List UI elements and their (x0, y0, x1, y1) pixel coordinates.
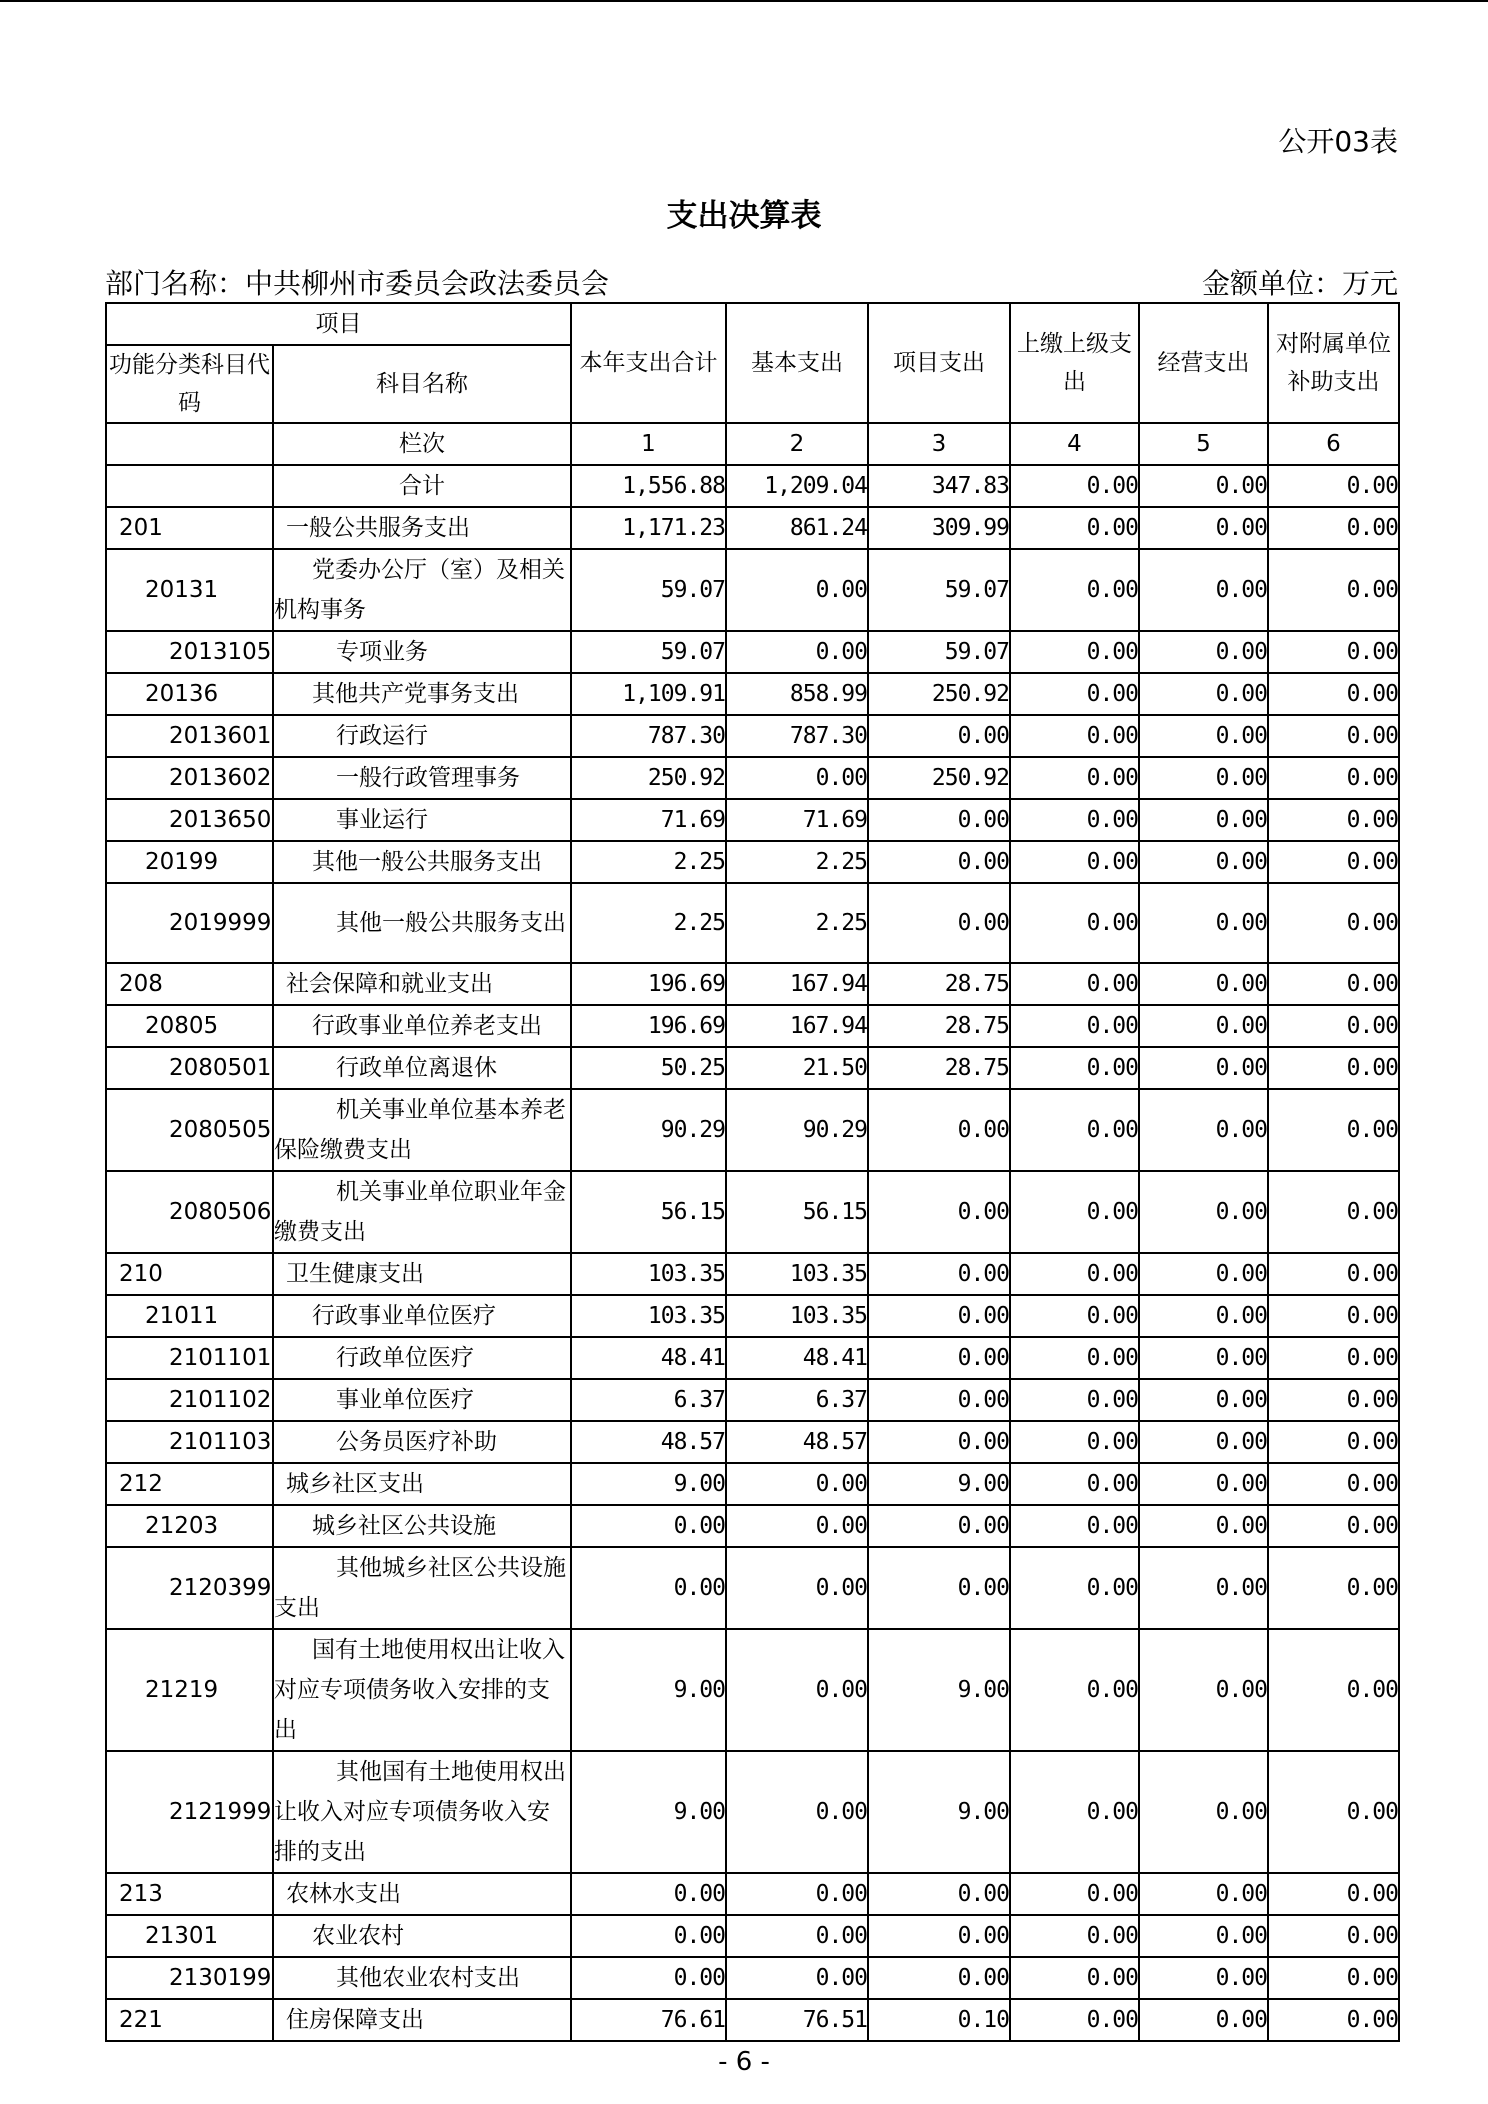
row-value: 0.00 (726, 1751, 868, 1873)
row-value: 1,556.88 (571, 465, 726, 507)
row-value: 0.00 (1139, 1999, 1268, 2041)
table-row (106, 963, 1399, 1005)
row-value: 0.00 (1010, 673, 1139, 715)
row-value: 48.41 (726, 1337, 868, 1379)
row-value: 48.57 (726, 1421, 868, 1463)
column-index-label: 栏次 (273, 423, 571, 465)
row-value: 103.35 (726, 1295, 868, 1337)
row-value: 0.00 (1268, 507, 1399, 549)
row-value: 48.41 (571, 1337, 726, 1379)
table-row (106, 1463, 1399, 1505)
row-value: 0.00 (571, 1505, 726, 1547)
row-value: 0.00 (1268, 1547, 1399, 1629)
row-value: 0.00 (1268, 841, 1399, 883)
row-value: 0.00 (1010, 1999, 1139, 2041)
row-value: 0.00 (1010, 549, 1139, 631)
table-row (106, 1547, 1399, 1629)
row-value: 28.75 (868, 1047, 1010, 1089)
row-value: 0.00 (1010, 799, 1139, 841)
table-row (106, 799, 1399, 841)
row-value: 76.51 (726, 1999, 868, 2041)
row-name: 行政运行 (273, 715, 571, 757)
row-value: 861.24 (726, 507, 868, 549)
row-value: 0.00 (1139, 1295, 1268, 1337)
table-row (106, 1253, 1399, 1295)
row-value: 0.10 (868, 1999, 1010, 2041)
row-value: 0.00 (726, 757, 868, 799)
row-code: 2013105 (106, 631, 273, 673)
row-value: 2.25 (571, 841, 726, 883)
row-code: 2013650 (106, 799, 273, 841)
table-row (106, 1999, 1399, 2041)
row-value: 196.69 (571, 1005, 726, 1047)
row-value: 0.00 (1139, 1089, 1268, 1171)
row-value: 2.25 (571, 883, 726, 963)
row-value: 0.00 (571, 1873, 726, 1915)
row-code: 2130199 (106, 1957, 273, 1999)
header-code: 功能分类科目代码 (106, 345, 273, 423)
row-name: 国有土地使用权出让收入对应专项债务收入安排的支出 (273, 1629, 571, 1751)
row-value: 0.00 (1010, 1253, 1139, 1295)
table-row (106, 1089, 1399, 1171)
row-value: 0.00 (726, 631, 868, 673)
row-name: 行政单位医疗 (273, 1337, 571, 1379)
row-value: 0.00 (1010, 1547, 1139, 1629)
table-row (106, 715, 1399, 757)
table-row (106, 757, 1399, 799)
header-item: 项目 (106, 303, 571, 345)
row-value: 6.37 (726, 1379, 868, 1421)
table-row (106, 1505, 1399, 1547)
row-value: 0.00 (1139, 799, 1268, 841)
row-value: 0.00 (1139, 549, 1268, 631)
row-value: 0.00 (1010, 1751, 1139, 1873)
row-value: 0.00 (1268, 631, 1399, 673)
row-code: 2013602 (106, 757, 273, 799)
row-value: 0.00 (1010, 1089, 1139, 1171)
row-value: 1,171.23 (571, 507, 726, 549)
row-name: 党委办公厅（室）及相关机构事务 (273, 549, 571, 631)
table-row (106, 549, 1399, 631)
row-value: 0.00 (1010, 883, 1139, 963)
column-index: 3 (868, 423, 1010, 465)
row-code: 2013601 (106, 715, 273, 757)
row-value: 28.75 (868, 963, 1010, 1005)
row-value: 103.35 (571, 1295, 726, 1337)
row-value: 0.00 (868, 1171, 1010, 1253)
column-index: 2 (726, 423, 868, 465)
table-row (106, 1047, 1399, 1089)
header-name: 科目名称 (273, 345, 571, 423)
row-value: 0.00 (1268, 1463, 1399, 1505)
row-value: 0.00 (1268, 549, 1399, 631)
row-value: 0.00 (726, 1915, 868, 1957)
header-subsidy: 对附属单位补助支出 (1268, 303, 1399, 423)
table-row (106, 1171, 1399, 1253)
row-value: 0.00 (1010, 1005, 1139, 1047)
row-value: 0.00 (868, 799, 1010, 841)
row-value: 0.00 (1139, 1873, 1268, 1915)
row-value: 2.25 (726, 841, 868, 883)
row-name: 机关事业单位基本养老保险缴费支出 (273, 1089, 571, 1171)
row-value: 90.29 (726, 1089, 868, 1171)
row-value: 0.00 (1139, 507, 1268, 549)
row-value: 0.00 (1010, 465, 1139, 507)
row-value: 309.99 (868, 507, 1010, 549)
row-value: 0.00 (1139, 1379, 1268, 1421)
row-value: 0.00 (1010, 1629, 1139, 1751)
row-value: 0.00 (1268, 799, 1399, 841)
row-value: 0.00 (868, 1337, 1010, 1379)
row-value: 71.69 (726, 799, 868, 841)
row-value: 0.00 (1268, 1999, 1399, 2041)
row-value: 56.15 (726, 1171, 868, 1253)
row-value: 56.15 (571, 1171, 726, 1253)
row-value: 0.00 (1139, 1005, 1268, 1047)
row-code: 2080506 (106, 1171, 273, 1253)
row-value: 0.00 (1268, 715, 1399, 757)
row-value: 0.00 (1139, 1629, 1268, 1751)
row-value: 0.00 (1010, 1915, 1139, 1957)
row-value: 858.99 (726, 673, 868, 715)
row-value: 0.00 (1139, 1751, 1268, 1873)
row-value: 0.00 (868, 1915, 1010, 1957)
row-name: 行政事业单位医疗 (273, 1295, 571, 1337)
column-index: 5 (1139, 423, 1268, 465)
row-value: 787.30 (571, 715, 726, 757)
row-value: 0.00 (1139, 1463, 1268, 1505)
row-value: 48.57 (571, 1421, 726, 1463)
header-basic: 基本支出 (726, 303, 868, 423)
row-value: 9.00 (571, 1629, 726, 1751)
row-name: 社会保障和就业支出 (273, 963, 571, 1005)
row-value: 6.37 (571, 1379, 726, 1421)
table-row (106, 1629, 1399, 1751)
row-value: 787.30 (726, 715, 868, 757)
row-name: 其他一般公共服务支出 (273, 841, 571, 883)
row-value: 0.00 (868, 1547, 1010, 1629)
row-code: 2019999 (106, 883, 273, 963)
header-project: 项目支出 (868, 303, 1010, 423)
row-value: 0.00 (1139, 1957, 1268, 1999)
row-value: 0.00 (571, 1915, 726, 1957)
row-value: 250.92 (571, 757, 726, 799)
row-code: 2101101 (106, 1337, 273, 1379)
row-value: 0.00 (1268, 1089, 1399, 1171)
table-row (106, 1873, 1399, 1915)
row-value: 9.00 (868, 1751, 1010, 1873)
table-row (106, 1915, 1399, 1957)
row-value: 0.00 (1010, 1295, 1139, 1337)
row-code: 2080505 (106, 1089, 273, 1171)
row-value: 0.00 (571, 1547, 726, 1629)
row-name: 其他共产党事务支出 (273, 673, 571, 715)
row-value: 0.00 (1139, 1337, 1268, 1379)
table-row (106, 631, 1399, 673)
header-business: 经营支出 (1139, 303, 1268, 423)
top-border-line (0, 0, 1488, 2)
row-value: 0.00 (1268, 1379, 1399, 1421)
row-code: 201 (106, 507, 273, 549)
row-value: 0.00 (1268, 1873, 1399, 1915)
row-value: 0.00 (726, 549, 868, 631)
page-title: 支出决算表 (666, 198, 822, 234)
row-value: 0.00 (1139, 1253, 1268, 1295)
row-code: 2120399 (106, 1547, 273, 1629)
row-code: 21219 (106, 1629, 273, 1751)
row-code: 208 (106, 963, 273, 1005)
column-index: 6 (1268, 423, 1399, 465)
row-code: 212 (106, 1463, 273, 1505)
row-value: 0.00 (1268, 963, 1399, 1005)
row-value: 0.00 (1268, 1005, 1399, 1047)
row-value: 59.07 (571, 631, 726, 673)
table-row (106, 465, 1399, 507)
row-value: 0.00 (1139, 465, 1268, 507)
row-value: 0.00 (1139, 1915, 1268, 1957)
row-value: 0.00 (1268, 1629, 1399, 1751)
row-value: 0.00 (726, 1463, 868, 1505)
row-value: 103.35 (726, 1253, 868, 1295)
row-value: 59.07 (868, 631, 1010, 673)
row-value: 0.00 (1139, 883, 1268, 963)
row-value: 0.00 (1268, 1751, 1399, 1873)
row-value: 0.00 (868, 841, 1010, 883)
row-value: 250.92 (868, 757, 1010, 799)
row-value: 250.92 (868, 673, 1010, 715)
row-value: 0.00 (868, 1253, 1010, 1295)
row-value: 0.00 (1268, 1171, 1399, 1253)
row-value: 167.94 (726, 1005, 868, 1047)
row-value: 1,109.91 (571, 673, 726, 715)
row-value: 0.00 (726, 1873, 868, 1915)
row-name: 其他一般公共服务支出 (273, 883, 571, 963)
row-value: 76.61 (571, 1999, 726, 2041)
row-code: 210 (106, 1253, 273, 1295)
amount-unit: 金额单位：万元 (1201, 267, 1398, 300)
row-value: 0.00 (1268, 1253, 1399, 1295)
row-value: 0.00 (868, 1873, 1010, 1915)
department-name: 部门名称：中共柳州市委员会政法委员会 (105, 267, 610, 300)
row-name: 卫生健康支出 (273, 1253, 571, 1295)
row-name: 其他国有土地使用权出让收入对应专项债务收入安排的支出 (273, 1751, 571, 1873)
row-value: 0.00 (1139, 1171, 1268, 1253)
row-value: 0.00 (1010, 757, 1139, 799)
row-code: 20136 (106, 673, 273, 715)
row-value: 9.00 (868, 1629, 1010, 1751)
row-value: 21.50 (726, 1047, 868, 1089)
row-code: 20131 (106, 549, 273, 631)
row-name: 其他农业农村支出 (273, 1957, 571, 1999)
row-name: 农业农村 (273, 1915, 571, 1957)
row-name: 事业单位医疗 (273, 1379, 571, 1421)
table-row (106, 883, 1399, 963)
row-value: 0.00 (1268, 757, 1399, 799)
row-code: 221 (106, 1999, 273, 2041)
row-name: 农林水支出 (273, 1873, 571, 1915)
row-value: 0.00 (1268, 1337, 1399, 1379)
row-value: 0.00 (1010, 631, 1139, 673)
row-value: 0.00 (868, 883, 1010, 963)
row-value: 0.00 (1268, 1421, 1399, 1463)
row-value: 0.00 (1010, 1957, 1139, 1999)
table-row (106, 507, 1399, 549)
row-value: 2.25 (726, 883, 868, 963)
column-index: 4 (1010, 423, 1139, 465)
row-value: 1,209.04 (726, 465, 868, 507)
header-total: 本年支出合计 (571, 303, 726, 423)
row-value: 0.00 (1010, 1873, 1139, 1915)
row-value: 9.00 (571, 1463, 726, 1505)
row-name: 专项业务 (273, 631, 571, 673)
row-code: 2080501 (106, 1047, 273, 1089)
row-value: 9.00 (571, 1751, 726, 1873)
row-value: 0.00 (1268, 673, 1399, 715)
row-value: 0.00 (1010, 1463, 1139, 1505)
row-value: 0.00 (571, 1957, 726, 1999)
row-code: 21011 (106, 1295, 273, 1337)
row-code (106, 465, 273, 507)
table-row (106, 1337, 1399, 1379)
row-value: 71.69 (571, 799, 726, 841)
row-value: 0.00 (1010, 963, 1139, 1005)
row-name: 一般公共服务支出 (273, 507, 571, 549)
row-value: 0.00 (1268, 465, 1399, 507)
row-value: 0.00 (1139, 1047, 1268, 1089)
row-value: 0.00 (868, 1379, 1010, 1421)
row-value: 0.00 (868, 1089, 1010, 1171)
row-name: 住房保障支出 (273, 1999, 571, 2041)
row-value: 0.00 (868, 1957, 1010, 1999)
expenditure-table (105, 302, 1400, 2042)
row-name: 城乡社区公共设施 (273, 1505, 571, 1547)
row-name: 行政事业单位养老支出 (273, 1005, 571, 1047)
row-value: 0.00 (1010, 715, 1139, 757)
table-row (106, 1005, 1399, 1047)
row-value: 103.35 (571, 1253, 726, 1295)
row-value: 0.00 (1139, 1421, 1268, 1463)
table-row (106, 1957, 1399, 1999)
row-value: 0.00 (1139, 673, 1268, 715)
row-code: 21301 (106, 1915, 273, 1957)
row-value: 0.00 (1268, 1295, 1399, 1337)
row-value: 0.00 (1139, 1547, 1268, 1629)
row-value: 0.00 (1010, 1421, 1139, 1463)
row-value: 0.00 (1139, 1505, 1268, 1547)
column-index: 1 (571, 423, 726, 465)
row-value: 0.00 (1010, 1505, 1139, 1547)
row-value: 0.00 (868, 1505, 1010, 1547)
row-value: 0.00 (1268, 1957, 1399, 1999)
row-code: 20199 (106, 841, 273, 883)
row-value: 347.83 (868, 465, 1010, 507)
page-number: - 6 - (718, 2047, 770, 2077)
row-value: 0.00 (1010, 1171, 1139, 1253)
row-value: 0.00 (1139, 963, 1268, 1005)
row-value: 0.00 (1010, 1379, 1139, 1421)
row-code: 213 (106, 1873, 273, 1915)
table-row (106, 1295, 1399, 1337)
table-row (106, 1379, 1399, 1421)
header-upper: 上缴上级支出 (1010, 303, 1139, 423)
row-value: 0.00 (1268, 1047, 1399, 1089)
row-value: 0.00 (1139, 841, 1268, 883)
row-value: 0.00 (726, 1547, 868, 1629)
row-value: 9.00 (868, 1463, 1010, 1505)
row-name: 行政单位离退休 (273, 1047, 571, 1089)
row-value: 0.00 (1268, 1505, 1399, 1547)
row-value: 196.69 (571, 963, 726, 1005)
row-value: 0.00 (1139, 715, 1268, 757)
row-value: 167.94 (726, 963, 868, 1005)
row-value: 0.00 (868, 715, 1010, 757)
row-value: 0.00 (1268, 883, 1399, 963)
table-row (106, 1751, 1399, 1873)
row-code: 2101103 (106, 1421, 273, 1463)
table-row (106, 673, 1399, 715)
row-value: 0.00 (726, 1957, 868, 1999)
row-value: 0.00 (726, 1629, 868, 1751)
table-row (106, 841, 1399, 883)
table-label: 公开03表 (1278, 125, 1398, 158)
row-value: 90.29 (571, 1089, 726, 1171)
table-row (106, 1421, 1399, 1463)
row-value: 0.00 (1010, 841, 1139, 883)
row-value: 0.00 (1139, 757, 1268, 799)
column-index-empty (106, 423, 273, 465)
row-name: 事业运行 (273, 799, 571, 841)
table-body (106, 465, 1399, 2041)
row-value: 0.00 (1010, 1047, 1139, 1089)
row-value: 0.00 (1010, 1337, 1139, 1379)
row-value: 0.00 (1010, 507, 1139, 549)
row-value: 0.00 (1139, 631, 1268, 673)
row-code: 21203 (106, 1505, 273, 1547)
row-code: 20805 (106, 1005, 273, 1047)
row-name: 机关事业单位职业年金缴费支出 (273, 1171, 571, 1253)
row-value: 28.75 (868, 1005, 1010, 1047)
row-code: 2121999 (106, 1751, 273, 1873)
row-code: 2101102 (106, 1379, 273, 1421)
row-name: 其他城乡社区公共设施支出 (273, 1547, 571, 1629)
row-value: 0.00 (726, 1505, 868, 1547)
row-name: 城乡社区支出 (273, 1463, 571, 1505)
row-value: 59.07 (571, 549, 726, 631)
row-value: 0.00 (1268, 1915, 1399, 1957)
row-name: 一般行政管理事务 (273, 757, 571, 799)
row-value: 0.00 (868, 1421, 1010, 1463)
row-value: 50.25 (571, 1047, 726, 1089)
row-name: 公务员医疗补助 (273, 1421, 571, 1463)
row-name: 合计 (273, 465, 571, 507)
row-value: 0.00 (868, 1295, 1010, 1337)
row-value: 59.07 (868, 549, 1010, 631)
